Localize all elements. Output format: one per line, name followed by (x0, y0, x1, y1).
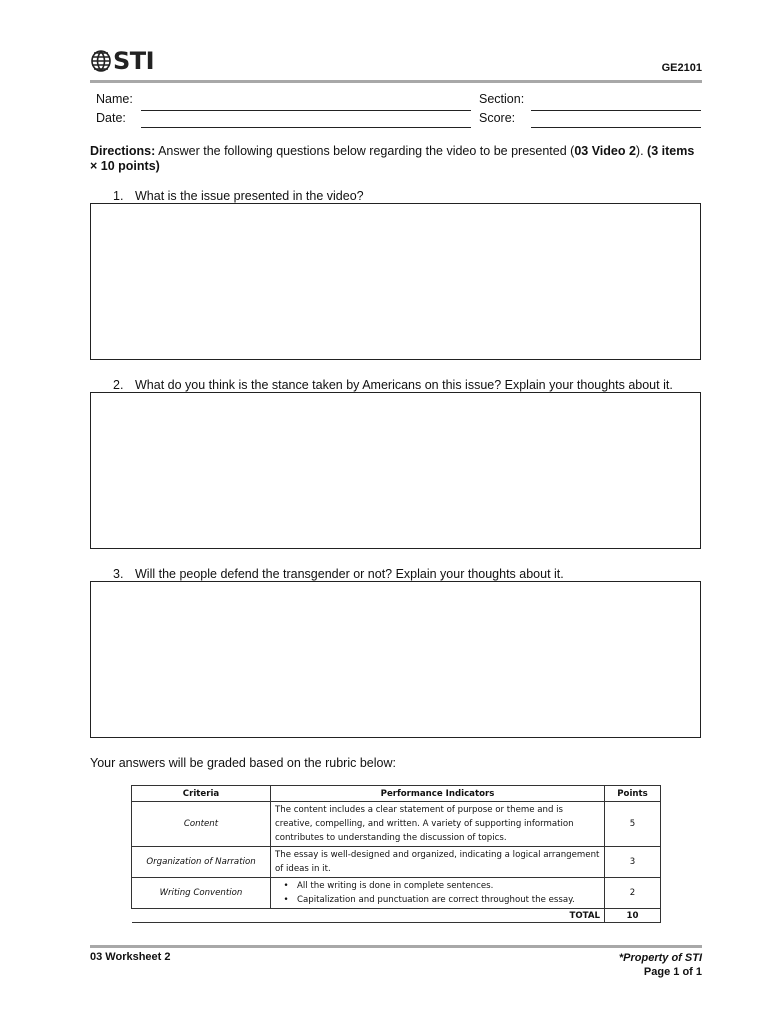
course-code: GE2101 (661, 62, 702, 74)
question-3 (113, 567, 564, 581)
sti-logo (90, 46, 154, 76)
criteria-cell: Writing Convention (132, 878, 271, 909)
logo-text: STI (113, 47, 155, 75)
header-rule (90, 80, 702, 83)
question-2 (113, 378, 673, 392)
total-points: 10 (605, 909, 661, 923)
name-label: Name: (96, 92, 133, 106)
question-text: What do you think is the stance taken by Americans on this issue? Explain your thoughts about it. (135, 378, 673, 392)
answer-box-2[interactable] (90, 392, 701, 549)
footer-right (619, 951, 702, 979)
score-label: Score: (479, 111, 516, 125)
score-field[interactable] (531, 127, 701, 128)
bullet-text: All the writing is done in complete sentences. (297, 881, 494, 891)
header-points: Points (605, 786, 661, 802)
indicator-cell (271, 878, 605, 909)
footer-worksheet: 03 Worksheet 2 (90, 951, 171, 963)
directions-label: Directions: (90, 144, 156, 158)
header-indicators: Performance Indicators (271, 786, 605, 802)
list-item (275, 893, 600, 907)
grading-note: Your answers will be graded based on the rubric below: (90, 756, 396, 770)
criteria-cell: Content (132, 802, 271, 847)
indicator-cell: The content includes a clear statement of purpose or theme and is creative, compelling, and written. A variety of supporting information contributes to understanding the discussion of topics. (271, 802, 605, 847)
globe-icon (90, 48, 112, 74)
directions-text-before: Answer the following questions below regarding the video to be presented ( (155, 144, 575, 158)
answer-box-1[interactable] (90, 203, 701, 360)
total-row (132, 909, 661, 923)
section-label: Section: (479, 92, 525, 106)
footer-rule (90, 945, 702, 948)
question-number: 3. (113, 567, 124, 581)
directions (90, 144, 705, 174)
points-cell: 5 (605, 802, 661, 847)
points-cell: 2 (605, 878, 661, 909)
directions-text-after: ). (635, 144, 648, 158)
date-label: Date: (96, 111, 126, 125)
criteria-cell: Organization of Narration (132, 847, 271, 878)
table-row (132, 847, 661, 878)
indicator-cell: The essay is well-designed and organized, indicating a logical arrangement of ideas in it. (271, 847, 605, 878)
table-row (132, 878, 661, 909)
rubric-table (131, 785, 661, 923)
total-label: TOTAL (132, 909, 605, 923)
name-field[interactable] (141, 110, 471, 111)
question-text: Will the people defend the transgender or not? Explain your thoughts about it. (135, 567, 564, 581)
section-field[interactable] (531, 110, 701, 111)
directions-video: 03 Video 2 (574, 144, 636, 158)
footer-property: *Property of STI (618, 952, 702, 964)
date-field[interactable] (141, 127, 471, 128)
question-text: What is the issue presented in the video? (135, 189, 364, 203)
header-criteria: Criteria (132, 786, 271, 802)
bullet-text: Capitalization and punctuation are correct throughout the essay. (297, 895, 575, 905)
question-number: 2. (113, 378, 124, 392)
table-row (132, 802, 661, 847)
list-item (275, 879, 600, 893)
answer-box-3[interactable] (90, 581, 701, 738)
points-cell: 3 (605, 847, 661, 878)
rubric-header-row (132, 786, 661, 802)
bullet-icon: • (283, 895, 289, 905)
footer-page: Page 1 of 1 (643, 966, 702, 978)
question-number: 1. (113, 189, 124, 203)
directions-points: (3 items × 10 points) (90, 144, 695, 173)
bullet-icon: • (283, 881, 289, 891)
question-1 (113, 189, 364, 203)
